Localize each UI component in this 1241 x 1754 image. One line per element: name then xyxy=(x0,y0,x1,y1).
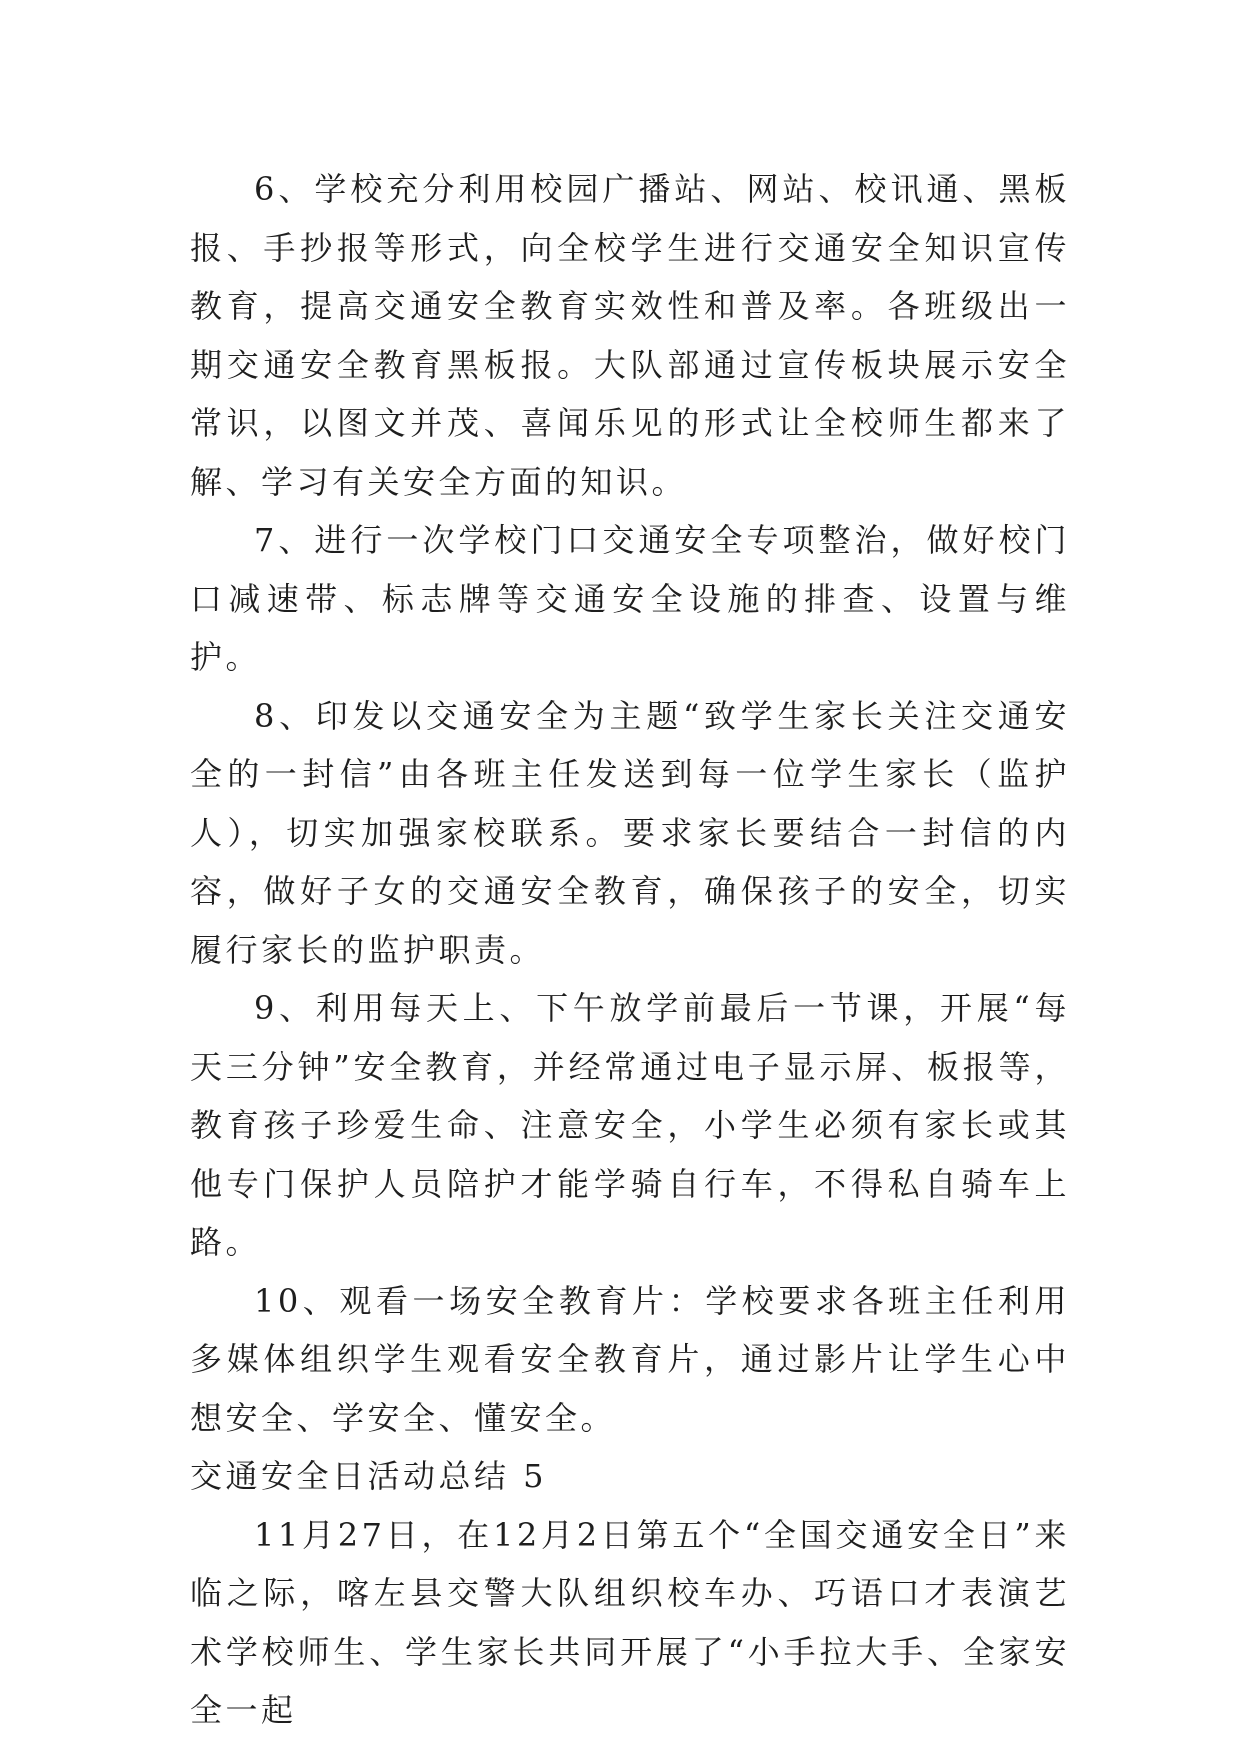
paragraph-item-8: 8、印发以交通安全为主题“致学生家长关注交通安全的一封信”由各班主任发送到每一位学生家长（监护人），切实加强家校联系。要求家长要结合一封信的内容，做好子女的交通安全教育，确保孩子的安全，切实履行家长的监护职责。 xyxy=(190,696,1070,969)
paragraph-item-7: 7、进行一次学校门口交通安全专项整治，做好校门口减速带、标志牌等交通安全设施的排查、设置与维护。 xyxy=(190,521,1070,676)
section-heading: 交通安全日活动总结 5 xyxy=(190,1457,548,1495)
paragraph-item-9: 9、利用每天上、下午放学前最后一节课，开展“每天三分钟”安全教育，并经常通过电子显示屏、板报等，教育孩子珍爱生命、注意安全，小学生必须有家长或其他专门保护人员陪护才能学骑自行车，不得私自骑车上路。 xyxy=(190,989,1070,1261)
section-paragraph: 11月27日，在12月2日第五个“全国交通安全日”来临之际，喀左县交警大队组织校车办、巧语口才表演艺术学校师生、学生家长共同开展了“小手拉大手、全家安全一起 xyxy=(190,1515,1070,1729)
paragraph-item-10: 10、观看一场安全教育片：学校要求各班主任利用多媒体组织学生观看安全教育片，通过影片让学生心中想安全、学安全、懂安全。 xyxy=(190,1281,1070,1437)
paragraph-item-6: 6、学校充分利用校园广播站、网站、校讯通、黑板报、手抄报等形式，向全校学生进行交通安全知识宣传教育，提高交通安全教育实效性和普及率。各班级出一期交通安全教育黑板报。大队部通过宣传板块展示安全常识，以图文并茂、喜闻乐见的形式让全校师生都来了解、学习有关安全方面的知识。 xyxy=(190,170,1070,501)
document-body xyxy=(190,160,1070,1740)
